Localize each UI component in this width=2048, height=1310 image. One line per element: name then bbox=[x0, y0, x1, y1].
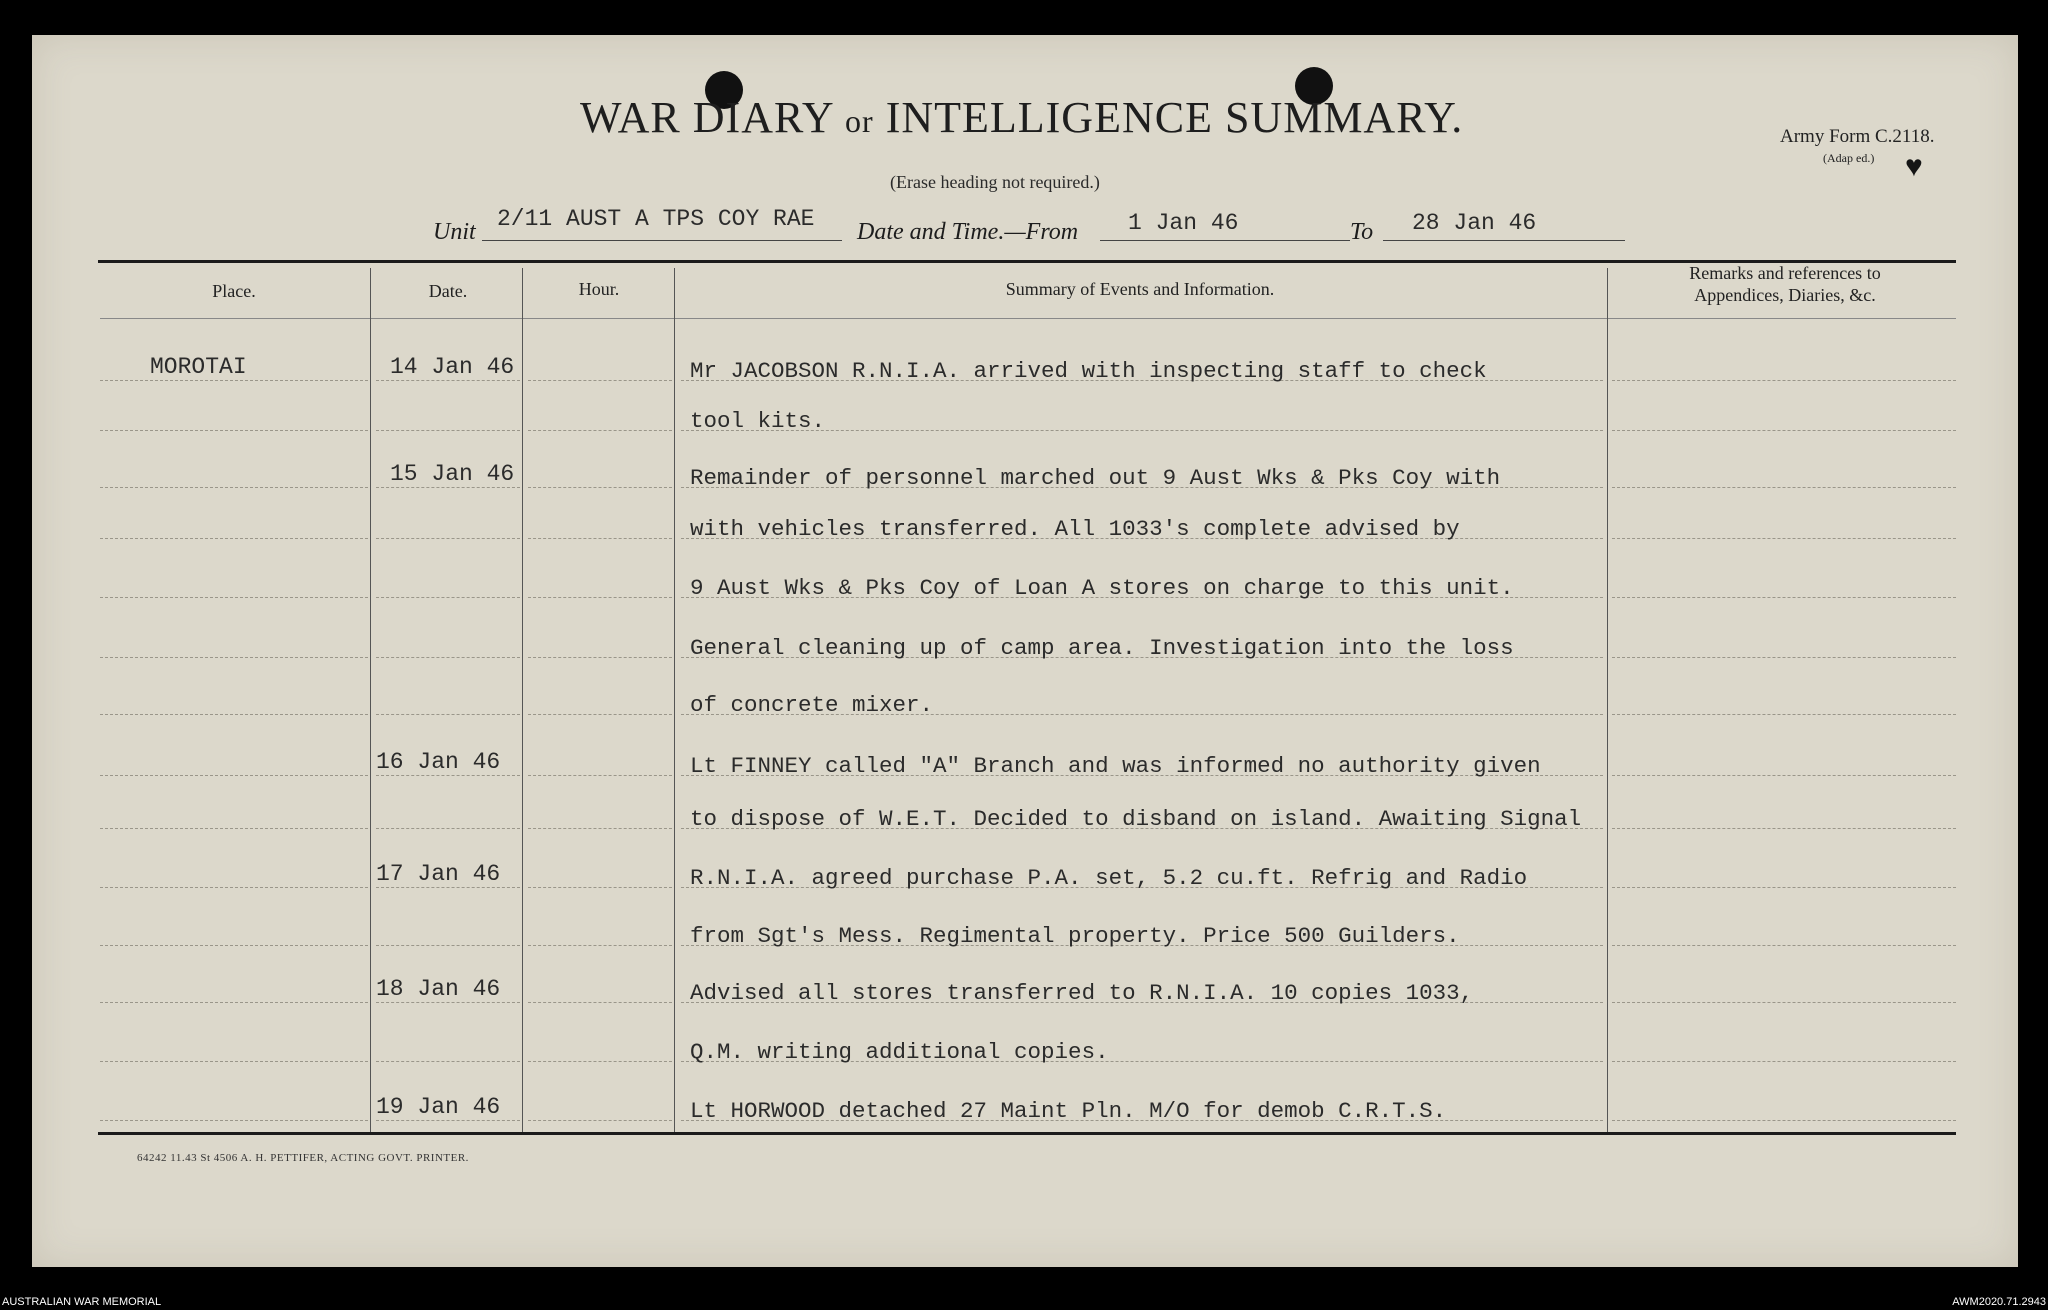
ink-blot-icon: ♥ bbox=[1905, 150, 1923, 183]
entry-summary-line: to dispose of W.E.T. Decided to disband on island. Awaiting Signal bbox=[690, 806, 1582, 832]
ruled-line bbox=[100, 828, 368, 829]
ruled-line bbox=[376, 714, 520, 715]
entry-summary-line: Lt HORWOOD detached 27 Maint Pln. M/O for demob C.R.T.S. bbox=[690, 1098, 1447, 1124]
entry-summary-line: of concrete mixer. bbox=[690, 692, 934, 718]
entry-date: 15 Jan 46 bbox=[390, 461, 515, 487]
entry-place: MOROTAI bbox=[150, 354, 247, 380]
entry-summary-line: Advised all stores transferred to R.N.I.A. 10 copies 1033, bbox=[690, 980, 1474, 1006]
ruled-line bbox=[528, 380, 672, 381]
form-subtitle: (Erase heading not required.) bbox=[890, 172, 1100, 192]
archive-caption-right: AWM2020.71.2943 bbox=[1952, 1296, 2046, 1308]
ruled-line bbox=[376, 1002, 520, 1003]
ruled-line bbox=[1612, 430, 1956, 431]
ruled-line bbox=[1612, 487, 1956, 488]
ruled-line bbox=[100, 775, 368, 776]
ruled-line bbox=[1612, 714, 1956, 715]
ruled-line bbox=[528, 828, 672, 829]
entry-summary-line: R.N.I.A. agreed purchase P.A. set, 5.2 cu.ft. Refrig and Radio bbox=[690, 865, 1528, 891]
ruled-line bbox=[376, 887, 520, 888]
ruled-line bbox=[528, 657, 672, 658]
ruled-line bbox=[100, 887, 368, 888]
entry-date: 18 Jan 46 bbox=[376, 976, 501, 1002]
entry-date: 16 Jan 46 bbox=[376, 749, 501, 775]
ruled-line bbox=[528, 714, 672, 715]
ruled-line bbox=[1612, 775, 1956, 776]
ruled-line bbox=[528, 775, 672, 776]
date-time-label: Date and Time.—From bbox=[857, 219, 1079, 245]
ruled-line bbox=[528, 538, 672, 539]
col-place-header: Place. bbox=[212, 281, 256, 301]
entry-date: 14 Jan 46 bbox=[390, 354, 515, 380]
entry-date: 19 Jan 46 bbox=[376, 1094, 501, 1120]
entry-summary-line: 9 Aust Wks & Pks Coy of Loan A stores on charge to this unit. bbox=[690, 575, 1514, 601]
form-title: WAR DIARY or INTELLIGENCE SUMMARY. bbox=[580, 93, 1464, 142]
ruled-line bbox=[376, 828, 520, 829]
ruled-line bbox=[376, 430, 520, 431]
ruled-line bbox=[100, 945, 368, 946]
ruled-line bbox=[528, 1120, 672, 1121]
ruled-line bbox=[100, 380, 368, 381]
ruled-line bbox=[1612, 1120, 1956, 1121]
entry-summary-line: from Sgt's Mess. Regimental property. Price 500 Guilders. bbox=[690, 923, 1460, 949]
ruled-line bbox=[100, 597, 368, 598]
ruled-line bbox=[376, 775, 520, 776]
entry-summary-line: tool kits. bbox=[690, 408, 826, 434]
col-date-header: Date. bbox=[428, 281, 468, 301]
ruled-line bbox=[376, 657, 520, 658]
ruled-line bbox=[376, 945, 520, 946]
ruled-line bbox=[1612, 380, 1956, 381]
unit-label: Unit bbox=[433, 219, 476, 245]
entry-summary-line: Remainder of personnel marched out 9 Aust Wks & Pks Coy with bbox=[690, 465, 1501, 491]
ruled-line bbox=[528, 487, 672, 488]
entry-summary-line: Mr JACOBSON R.N.I.A. arrived with inspecting staff to check bbox=[690, 358, 1487, 384]
ruled-line bbox=[528, 1061, 672, 1062]
archive-caption-left: AUSTRALIAN WAR MEMORIAL bbox=[2, 1296, 162, 1308]
ruled-line bbox=[1612, 538, 1956, 539]
ruled-line bbox=[376, 380, 520, 381]
ruled-line bbox=[100, 430, 368, 431]
ruled-line bbox=[1612, 1002, 1956, 1003]
unit-value: 2/11 AUST A TPS COY RAE bbox=[497, 206, 815, 232]
ruled-line bbox=[1612, 597, 1956, 598]
ruled-line bbox=[376, 487, 520, 488]
ruled-line bbox=[100, 538, 368, 539]
ruled-line bbox=[528, 430, 672, 431]
col-remarks-header: Remarks and references to Appendices, Diaries, &c. bbox=[1689, 263, 1881, 305]
entry-summary-line: General cleaning up of camp area. Investigation into the loss bbox=[690, 635, 1514, 661]
entry-summary-line: with vehicles transferred. All 1033's complete advised by bbox=[690, 516, 1460, 542]
adapted-note: (Adap ed.) bbox=[1823, 151, 1875, 165]
ruled-line bbox=[376, 1120, 520, 1121]
ruled-line bbox=[376, 597, 520, 598]
entry-summary-line: Q.M. writing additional copies. bbox=[690, 1039, 1109, 1065]
ruled-line bbox=[100, 1002, 368, 1003]
ruled-line bbox=[100, 1120, 368, 1121]
ruled-line bbox=[1612, 828, 1956, 829]
to-label: To bbox=[1350, 219, 1374, 245]
col-summary-header: Summary of Events and Information. bbox=[1005, 279, 1275, 299]
ruled-line bbox=[528, 887, 672, 888]
ruled-line bbox=[100, 487, 368, 488]
ruled-line bbox=[1612, 945, 1956, 946]
ruled-line bbox=[528, 1002, 672, 1003]
ruled-line bbox=[100, 714, 368, 715]
ruled-line bbox=[1612, 657, 1956, 658]
entry-date: 17 Jan 46 bbox=[376, 861, 501, 887]
ruled-line bbox=[1612, 887, 1956, 888]
ruled-line bbox=[100, 657, 368, 658]
ruled-line bbox=[1612, 1061, 1956, 1062]
entry-summary-line: Lt FINNEY called "A" Branch and was informed no authority given bbox=[690, 753, 1541, 779]
ruled-line bbox=[528, 945, 672, 946]
col-hour-header: Hour. bbox=[578, 279, 620, 299]
ruled-line bbox=[100, 1061, 368, 1062]
ruled-line bbox=[376, 538, 520, 539]
army-form-number: Army Form C.2118. bbox=[1780, 126, 1935, 147]
printer-imprint: 64242 11.43 St 4506 A. H. PETTIFER, ACTING GOVT. PRINTER. bbox=[137, 1152, 469, 1164]
to-value: 28 Jan 46 bbox=[1412, 210, 1537, 236]
ruled-line bbox=[528, 597, 672, 598]
from-value: 1 Jan 46 bbox=[1128, 210, 1239, 236]
ruled-line bbox=[376, 1061, 520, 1062]
